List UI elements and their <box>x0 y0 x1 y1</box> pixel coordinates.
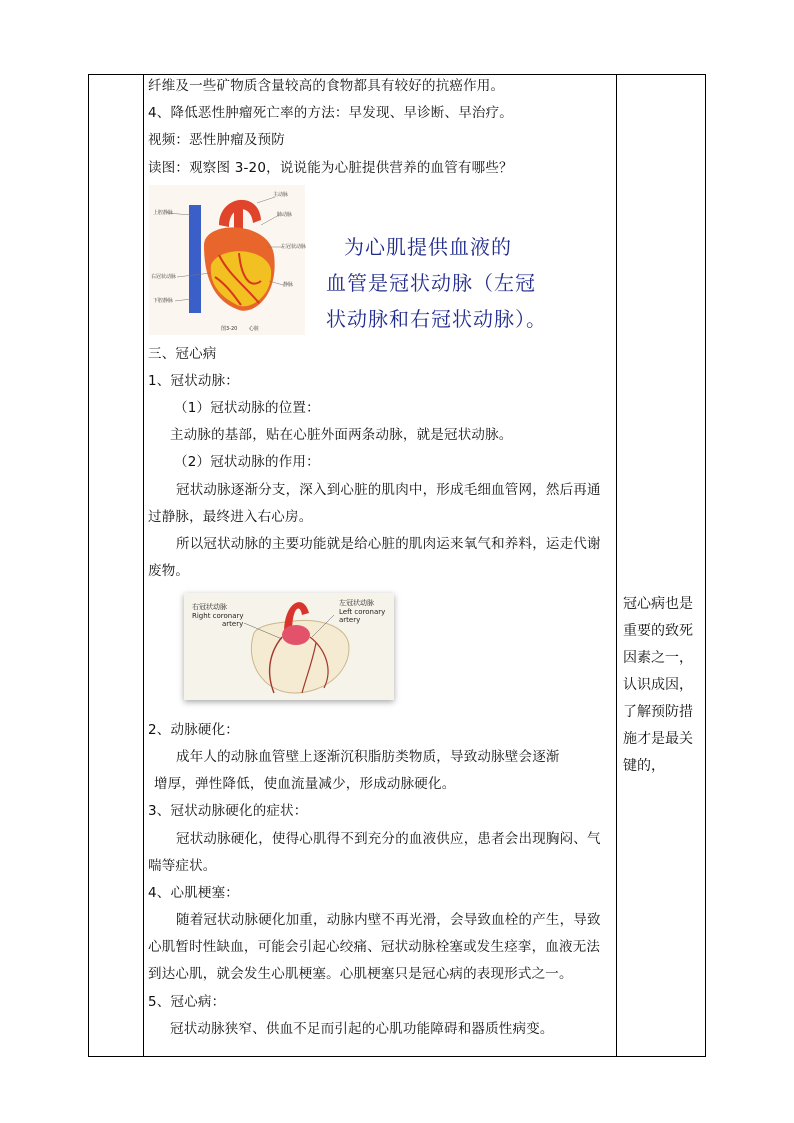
note-line: 施才是最关 <box>623 731 693 747</box>
lesson-table <box>88 74 706 1057</box>
callout-line: 血管是冠状动脉（左冠 <box>326 271 536 295</box>
note-line: 冠心病也是 <box>623 596 693 612</box>
text-line: 4、降低恶性肿瘤死亡率的方法：早发现、早诊断、早治疗。 <box>148 105 513 121</box>
text-line: 心肌暂时性缺血，可能会引起心绞痛、冠状动脉栓塞或发生痉挛，血液无法 <box>148 939 601 955</box>
text-line: 随着冠状动脉硬化加重，动脉内壁不再光滑，会导致血栓的产生，导致 <box>176 912 601 928</box>
figure-label: 主动脉 <box>273 192 289 198</box>
text-line: 到达心肌，就会发生心肌梗塞。心肌梗塞只是冠心病的表现形式之一。 <box>148 966 573 982</box>
figure-label: 肺动脉 <box>277 212 293 218</box>
vena-cava-shape <box>189 205 201 313</box>
figure-label: Left coronary <box>339 608 386 616</box>
callout-line: 状动脉和右冠状动脉）。 <box>326 307 547 331</box>
text-line: 废物。 <box>148 563 190 579</box>
text-line: 纤维及一些矿物质含量较高的食物都具有较好的抗癌作用。 <box>148 78 505 94</box>
figure-label: artery <box>222 620 244 628</box>
note-line: 认识成因， <box>623 677 693 693</box>
text-line: 冠状动脉硬化，使得心肌得不到充分的血液供应，患者会出现胸闷、气 <box>176 831 601 847</box>
text-line: 视频：恶性肿瘤及预防 <box>148 132 285 148</box>
text-line: 增厚，弹性降低，使血流量减少，形成动脉硬化。 <box>154 776 456 792</box>
figure-caption: 图3-20 <box>221 326 238 332</box>
section-heading: 5、冠心病： <box>148 994 226 1010</box>
figure-label: 右冠状动脉 <box>151 274 177 280</box>
heart-diagram-figure <box>149 185 305 335</box>
column-divider <box>616 75 617 1056</box>
figure-label: 右冠状动脉 <box>192 603 227 611</box>
text-line: 过静脉，最终进入右心房。 <box>148 509 313 525</box>
text-line: 所以冠状动脉的主要功能就是给心脏的肌肉运来氧气和养料，运走代谢 <box>176 536 601 552</box>
text-line: 冠状动脉狭窄、供血不足而引起的心肌功能障碍和器质性病变。 <box>170 1021 554 1037</box>
text-line: 1、冠状动脉： <box>148 373 239 389</box>
text-line: （2）冠状动脉的作用： <box>174 454 320 470</box>
figure-label: Right coronary <box>192 612 244 620</box>
note-line: 因素之一， <box>623 650 693 666</box>
text-line: 喘等症状。 <box>148 858 217 874</box>
coronary-artery-figure <box>184 593 394 700</box>
text-line: 成年人的动脉血管壁上逐渐沉积脂肪类物质，导致动脉壁会逐渐 <box>176 749 560 765</box>
figure-label: 左冠状动脉 <box>281 244 307 250</box>
column-divider <box>143 75 144 1056</box>
figure-label: 静脉 <box>283 282 294 288</box>
figure-label: artery <box>339 616 361 624</box>
note-line: 了解预防措 <box>623 704 693 720</box>
text-line: 主动脉的基部，贴在心脏外面两条动脉，就是冠状动脉。 <box>170 427 513 443</box>
text-line: 冠状动脉逐渐分支，深入到心脏的肌肉中，形成毛细血管网，然后再通 <box>176 482 601 498</box>
figure-label: 左冠状动脉 <box>339 599 374 607</box>
figure-label: 心脏 <box>249 326 260 332</box>
section-heading: 4、心肌梗塞： <box>148 885 239 901</box>
text-line: （1）冠状动脉的位置： <box>174 400 320 416</box>
figure-label: 上腔静脉 <box>153 210 174 216</box>
callout-line: 为心肌提供血液的 <box>344 235 512 259</box>
section-heading: 3、冠状动脉硬化的症状： <box>148 803 308 819</box>
text-line: 读图：观察图 3-20，说说能为心脏提供营养的血管有哪些？ <box>148 160 513 176</box>
note-line: 重要的致死 <box>623 623 693 639</box>
section-heading: 三、冠心病 <box>148 346 217 362</box>
section-heading: 2、动脉硬化： <box>148 722 239 738</box>
heart-illustration <box>149 185 305 335</box>
figure-label: 下腔静脉 <box>153 298 174 304</box>
note-line: 键的， <box>623 758 665 774</box>
